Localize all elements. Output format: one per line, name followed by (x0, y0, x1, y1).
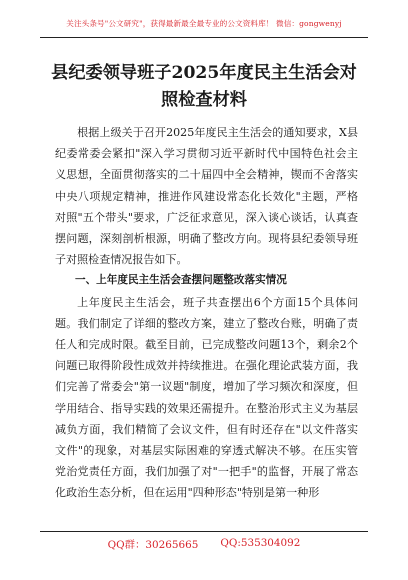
title-line-2: 照检查材料 (161, 90, 247, 110)
footer-qq-group: QQ群：30265665 (107, 538, 199, 551)
footer-contact-bar (40, 531, 368, 554)
section-heading-1: 一、上年度民主生活会查摆问题整改落实情况 (75, 274, 287, 287)
intro-paragraph: 根据上级关于召开2025年度民主生活会的通知要求，X县纪委常委会紧扣"深入学习贯彻习近平新时代中国特色社会主义思想，全面贯彻落实的二十届四中全会精神，锲而不舍落实中央八项规定精神，推进作风建设常态化长效化"主题，严格对照"五个带头"要求，广泛征求意见，深入谈心谈话，认真查摆问题，深刻剖析根源，明确了整改方向。现将县纪委领导班子对照检查情况报告如下。 (55, 126, 358, 267)
document-body (55, 122, 358, 504)
header-notice-bar (40, 9, 368, 38)
footer-qq: QQ:535304092 (220, 537, 301, 549)
header-notice-text: 关注头条号"公文研究"，获得最新最全最专业的公文资料库！ 微信：gongwenyj (66, 18, 342, 28)
document-title (30, 60, 378, 114)
title-line-1: 县纪委领导班子2025年度民主生活会对 (51, 63, 357, 83)
section-1-paragraph: 上年度民主生活会，班子共查摆出6个方面15个具体问题。我们制定了详细的整改方案，建立了整改台账，明确了责任人和完成时限。截至目前，已完成整改问题13个，剩余2个问题已取得阶段性成效并持续推进。在强化理论武装方面，我们完善了常委会"第一议题"制度，增加了学习频次和深度，但学用结合、指导实践的效果还需提升。在整治形式主义为基层减负方面，我们精简了会议文件，但有时还存在"以文件落实文件"的现象，对基层实际困难的穿透式解决不够。在压实管党治党责任方面，我们加强了对"一把手"的监督，开展了常态化政治生态分析，但在运用"四种形态"特别是第一种形 (55, 295, 358, 500)
